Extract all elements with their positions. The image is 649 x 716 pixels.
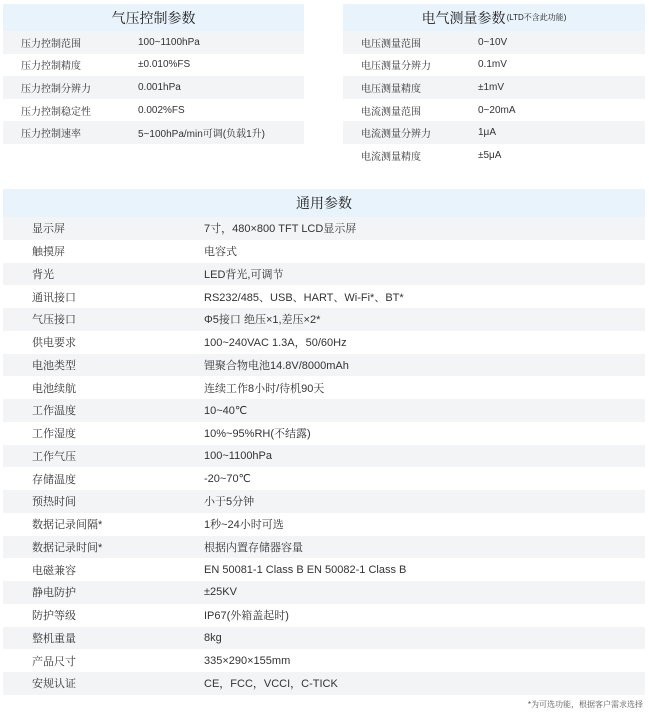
- spec-row: [3, 308, 645, 331]
- spec-value: RS232/485、USB、HART、Wi-Fi*、BT*: [204, 291, 404, 304]
- spec-row: [3, 672, 645, 695]
- spec-row: [3, 649, 645, 672]
- general-parameters-panel: [3, 189, 645, 695]
- spec-label: 电流测量精度: [361, 151, 421, 163]
- spec-row: [3, 445, 645, 468]
- spec-row: [3, 399, 645, 422]
- spec-label: 压力控制范围: [21, 38, 81, 50]
- spec-value: ±25KV: [204, 586, 237, 599]
- electrical-measurement-title: 电气测量参数: [421, 9, 506, 26]
- spec-label: 防护等级: [32, 610, 76, 623]
- general-parameters-rows: [3, 217, 645, 695]
- spec-value: 0~20mA: [478, 104, 516, 116]
- general-parameters-title: 通用参数: [3, 189, 645, 217]
- spec-value: 1μA: [478, 127, 496, 139]
- spec-row: [3, 285, 645, 308]
- electrical-measurement-rows: [343, 31, 645, 167]
- spec-label: 通讯接口: [32, 291, 76, 304]
- spec-label: 触摸屏: [32, 246, 65, 259]
- spec-row: [343, 31, 645, 54]
- spec-value: 335×290×155mm: [204, 654, 291, 667]
- spec-label: 气压接口: [32, 314, 76, 327]
- spec-row: [3, 490, 645, 513]
- spec-label: 供电要求: [32, 337, 76, 350]
- spec-value: 根据内置存储器容量: [204, 541, 303, 554]
- spec-value: ±1mV: [478, 81, 505, 93]
- spec-label: 存储温度: [32, 473, 76, 486]
- electrical-measurement-note: (LTD不含此功能): [506, 13, 567, 22]
- spec-row: [3, 581, 645, 604]
- spec-value: 7寸，480×800 TFT LCD显示屏: [204, 223, 357, 236]
- spec-value: 8kg: [204, 631, 222, 644]
- footnote: *为可选功能，根据客户需求选择: [527, 700, 643, 709]
- spec-label: 工作气压: [32, 450, 76, 463]
- electrical-measurement-panel: [343, 4, 645, 167]
- spec-value: 5~100hPa/min可调(负载1升): [138, 129, 265, 141]
- spec-label: 电池续航: [32, 382, 76, 395]
- spec-row: [343, 76, 645, 99]
- spec-value: 小于5分钟: [204, 496, 255, 509]
- spec-label: 预热时间: [32, 496, 76, 509]
- spec-label: 显示屏: [32, 223, 65, 236]
- spec-row: [343, 144, 645, 167]
- spec-value: ±0.010%FS: [138, 59, 191, 71]
- spec-value: IP67(外箱盖起时): [204, 610, 289, 623]
- spec-value: EN 50081-1 Class B EN 50082-1 Class B: [204, 563, 407, 576]
- spec-value: 1秒~24小时可选: [204, 519, 284, 532]
- spec-value: 电容式: [204, 246, 237, 259]
- spec-label: 产品尺寸: [32, 655, 76, 668]
- spec-row: [343, 121, 645, 144]
- spec-label: 整机重量: [32, 632, 76, 645]
- spec-label: 静电防护: [32, 587, 76, 600]
- spec-row: [3, 99, 304, 122]
- spec-value: 10%~95%RH(不结露): [204, 428, 311, 441]
- spec-label: 压力控制速率: [21, 129, 81, 141]
- spec-label: 压力控制稳定性: [21, 106, 91, 118]
- spec-label: 安规认证: [32, 678, 76, 691]
- spec-value: LED背光,可调节: [204, 268, 284, 281]
- spec-value: Φ5接口 绝压×1,差压×2*: [204, 314, 321, 327]
- spec-label: 工作湿度: [32, 428, 76, 441]
- pressure-control-rows: [3, 31, 304, 144]
- electrical-measurement-header: [343, 4, 645, 31]
- spec-label: 电压测量精度: [361, 83, 421, 95]
- spec-value: 0~10V: [478, 36, 508, 48]
- spec-label: 工作温度: [32, 405, 76, 418]
- spec-row: [3, 513, 645, 536]
- spec-row: [3, 422, 645, 445]
- spec-value: -20~70℃: [204, 473, 251, 486]
- spec-value: 10~40℃: [204, 404, 248, 417]
- spec-value: ±5μA: [478, 149, 502, 161]
- spec-row: [3, 331, 645, 354]
- spec-value: 0.1mV: [478, 59, 507, 71]
- pressure-control-title: 气压控制参数: [3, 4, 304, 31]
- spec-label: 电流测量范围: [361, 106, 421, 118]
- spec-label: 背光: [32, 268, 54, 281]
- spec-row: [3, 263, 645, 286]
- spec-label: 数据记录时间*: [32, 541, 103, 554]
- spec-label: 电压测量范围: [361, 38, 421, 50]
- spec-value: 0.002%FS: [138, 104, 185, 116]
- spec-row: [3, 240, 645, 263]
- spec-row: [3, 558, 645, 581]
- spec-row: [3, 354, 645, 377]
- spec-row: [3, 54, 304, 77]
- spec-row: [3, 31, 304, 54]
- spec-row: [3, 604, 645, 627]
- spec-value: 100~1100hPa: [204, 449, 273, 462]
- spec-row: [343, 54, 645, 77]
- spec-label: 电池类型: [32, 359, 76, 372]
- spec-value: 100~240VAC 1.3A，50/60Hz: [204, 337, 347, 350]
- spec-label: 电磁兼容: [32, 564, 76, 577]
- spec-row: [3, 121, 304, 144]
- spec-label: 电压测量分辨力: [361, 61, 431, 73]
- spec-row: [3, 627, 645, 650]
- spec-value: 连续工作8小时/待机90天: [204, 382, 325, 395]
- spec-row: [3, 76, 304, 99]
- pressure-control-panel: [3, 4, 304, 144]
- spec-value: CE，FCC，VCCI，C-TICK: [204, 678, 338, 691]
- spec-row: [3, 536, 645, 559]
- spec-label: 压力控制分辨力: [21, 83, 91, 95]
- spec-value: 100~1100hPa: [138, 36, 200, 48]
- spec-value: 0.001hPa: [138, 81, 181, 93]
- spec-value: 锂聚合物电池14.8V/8000mAh: [204, 359, 349, 372]
- spec-label: 电流测量分辨力: [361, 129, 431, 141]
- spec-label: 数据记录间隔*: [32, 519, 103, 532]
- spec-row: [3, 217, 645, 240]
- spec-row: [3, 376, 645, 399]
- spec-row: [3, 467, 645, 490]
- spec-row: [343, 99, 645, 122]
- spec-label: 压力控制精度: [21, 61, 81, 73]
